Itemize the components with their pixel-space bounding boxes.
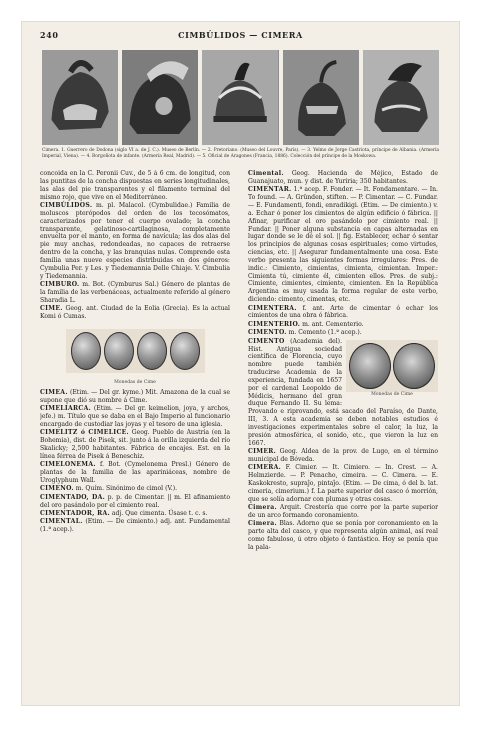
entry-headword: CIMENO. xyxy=(40,485,74,493)
helmet-photo-1 xyxy=(42,50,118,145)
entry-headword: CIMENTERA. xyxy=(248,304,297,312)
entry-headword: CIMENTERIO. xyxy=(248,320,301,328)
entry-definition: m. Bot. (Cymburus Sal.) Género de plantas de la familia de las verbenáceas, actualmente referido al género Sharadia L. xyxy=(40,281,230,304)
entry-headword: CIMENTAR. xyxy=(248,186,292,194)
left-column xyxy=(40,170,230,700)
dictionary-entry xyxy=(248,170,438,186)
plate-caption: Cimera. 1. Guerrero de Dodona (siglo VI a. de J. C.). Museo de Berlín. — 2. Pretoriano. (Museo del Louvre, París). — 3. Yelmo de Jorge Castriota, príncipe de Albania. (Armería Imperial, Viena). — 4. Borgoñota de infante. (Armería Real, Madrid). — 5. Oficial de Aragones (Francia, 1886). Colección del príncipe de la Moskowa. xyxy=(42,148,439,159)
encyclopedia-page xyxy=(22,22,459,705)
entry-definition: (Etim. — De cimiento.) adj. ant. Fundamental (1.ª acep.). xyxy=(40,518,230,534)
coins-figure xyxy=(40,324,230,378)
coin-image xyxy=(104,332,134,370)
coin-image xyxy=(71,332,101,370)
dictionary-entry xyxy=(40,494,230,510)
entry-definition: m. Cemento (1.ª acep.). xyxy=(288,329,362,337)
entry-headword: CIME. xyxy=(40,305,63,313)
entry-headword: CIMBURO. xyxy=(40,281,80,288)
dictionary-entry xyxy=(248,186,438,304)
coin-image xyxy=(170,332,200,370)
entry-headword: CIMER. xyxy=(248,448,277,456)
entry-headword: CIMERA. xyxy=(248,464,282,472)
page-number: 240 xyxy=(40,30,59,40)
entry-headword: CIMEA. xyxy=(40,388,68,396)
dictionary-entry xyxy=(248,464,438,503)
helmet-photo-4 xyxy=(283,50,359,145)
entry-definition: (Etim. — Del gr. kyme.) Mit. Amazona de la cual se supone que dió su nombre á Cime. xyxy=(40,388,230,404)
dictionary-entry xyxy=(40,405,230,429)
dictionary-entry xyxy=(40,305,230,321)
coins-caption: Monedas de Cime xyxy=(371,391,413,397)
entry-definition: f. Bot. (Cymelonema Presl.) Género de plantas de la familia de las apariniáceas, nombre de Uroglyphum Wall. xyxy=(40,461,230,484)
entry-definition: Geog. ant. Ciudad de la Eolia (Grecia). Es la actual Komi ó Cumas. xyxy=(40,305,230,320)
entry-definition: Geog. Aldea de la prov. de Lugo, en el término municipal de Bóveda. xyxy=(248,448,438,463)
entry-definition: Arquit. Crestería que corre por la parte superior de un arco formando coronamiento. xyxy=(248,504,438,520)
dictionary-entry xyxy=(248,504,438,520)
coin-image xyxy=(349,343,391,389)
entry-headword: CIMELITZ ó CIMELICE. xyxy=(40,429,129,437)
dictionary-entry xyxy=(40,429,230,460)
dictionary-entry xyxy=(40,510,230,518)
coins-caption: Monedas de Cime xyxy=(114,379,156,385)
entry-headword: Cimera. xyxy=(248,520,277,528)
entry-definition: (Etim. — Del gr. keimelion, joya, y archos, jefe.) m. Título que se daba en el Bajo Imperio al funcionario encargado de custodiar las joyas y el tesoro de una iglesia. xyxy=(40,405,230,428)
entry-headword: CIMELIARCA. xyxy=(40,405,92,413)
helmet-photo-2 xyxy=(122,50,198,145)
entry-definition: m. pl. Malacol. (Cymbulidae.) Familia de moluscos pterópodos del orden de los tecosómatos, caracterizados por tener el cuerpo ovalado; la concha transparente, gelatinoso-cartilaginosa, completamente envuelta por el manto, en forma de navícula; las dos alas del pie muy anchas, redondeadas, no capaces de retraerse dentro de la concha, y las branquias nulas. Comprende esta familia unas nueve especies distribuidas en dos géneros: Cymbulia Per. y Les. y Tiedemannia Delle Chiaje. V. Cimbulia y Tiedemannia. xyxy=(40,201,230,280)
helmet-photo-3 xyxy=(202,50,278,145)
coin-image xyxy=(393,343,435,389)
entry-headword: CIMENTAL. xyxy=(40,518,83,526)
entry-definition: adj. Que cimenta. Úsase t. c. s. xyxy=(111,510,208,518)
entry-headword: Cimera. xyxy=(248,504,277,512)
dictionary-entry xyxy=(40,461,230,485)
dictionary-entry xyxy=(248,321,438,329)
dictionary-entry xyxy=(40,281,230,305)
coins-figure-right xyxy=(346,340,438,401)
dictionary-entry xyxy=(40,389,230,405)
coin-image xyxy=(137,332,167,370)
entry-definition: F. Cimier. — It. Cimiero. — In. Crest. — A. Helmzierde. — P. Penacho, cimeira. — C. Cimera. — E. Kaskokresto, supraĵo, pintaĵo. (Etim. — De cima, ó del b. lat. cimeria, cimerium.) f. La parte superior del casco ó morrión, que se solía adornar con plumas y otras cosas. xyxy=(248,464,438,503)
running-title: CIMBÚLIDOS — CIMERA xyxy=(178,30,303,40)
entry-headword: CIMENTADO, DA. xyxy=(40,493,106,501)
dictionary-entry xyxy=(248,329,438,337)
dictionary-entry xyxy=(40,518,230,534)
entry-headword: CIMENTADOR, RA. xyxy=(40,510,110,518)
entry-definition: m. Quím. Sinónimo de cimol (V.). xyxy=(75,485,178,493)
entry-headword: CIMBÚLIDOS. xyxy=(40,201,93,209)
entry-definition: Blas. Adorno que se ponía por coronamiento en la parte alta del casco, y que representa algún animal, así real como fabuloso, ú otro objeto ó fantástico. Hoy se ponía que la pala- xyxy=(248,520,438,551)
dictionary-entry xyxy=(248,448,438,464)
entry-headword: CIMENTO. xyxy=(248,329,287,337)
coin-strip xyxy=(66,329,205,373)
intro-paragraph: concoida en la C. Peronii Cuv., de 5 á 6 cm. de longitud, con las puntitas de la concha dispuestas en series longitudinales, las alas del pie transparentes y el filamento terminal del mismo rojo, que vive en el Mediterráneo. xyxy=(40,170,230,201)
entry-definition: Geog. Hacienda de Méjico, Estado de Guanajuato, mun. y dist. de Yuriria; 350 habitantes. xyxy=(248,170,438,185)
page-header xyxy=(40,30,441,42)
right-column xyxy=(248,170,438,700)
dictionary-entry xyxy=(40,202,230,280)
dictionary-entry xyxy=(248,305,438,321)
entry-headword: CIMENTO xyxy=(248,337,285,345)
helmet-photo-5 xyxy=(363,50,439,145)
dictionary-entry xyxy=(40,485,230,493)
entry-definition: f. ant. Arte de cimentar ó echar los cimientos de una obra ó fábrica. xyxy=(248,304,438,320)
entry-definition: m. ant. Cementerio. xyxy=(302,320,364,328)
entry-definition: p. p. de Cimentar. || m. El afinamiento del oro pasándolo por el cimiento real. xyxy=(40,493,230,509)
entry-definition: Geog. Pueblo de Austria (en la Bohemia), dist. de Pisek, sit. junto á la orilla izquierda del río Skalicky; 2,500 habitantes. Fábrica de encajes. Est. en la línea férrea de Pisek á Beneschiz. xyxy=(40,429,230,460)
coin-pair xyxy=(346,340,438,392)
entry-headword: CIMELONEMA. xyxy=(40,461,96,469)
entry-headword: Cimental. xyxy=(248,170,284,177)
dictionary-entry xyxy=(248,520,438,551)
entry-definition: (Academia del). Hist. Antigua sociedad científica de Florencia, cuyo nombre puede también traducirse Academia de la experiencia, fundada en 1657 por el cardenal Leopoldo de Médicis, hermano del gran duque Fernando II. Su lema: Provando e riprovando, está sacado del Paraíso, de Dante, III, 3. A esta academia se deben notables estudios é investigaciones experimentales sobre el calor, la luz, la presión atmosférica, el sonido, etc., que vieron la luz en 1667. xyxy=(248,337,438,447)
entry-definition: 1.ª acep. F. Fonder. — It. Fondamentare. — In. To found. — A. Gründen, stiften. — P. Cimentar. — C. Fundar. — E. Fundamenti, fondi, enradikigi. (Etim. — De cimiento.) v. a. Echar ó poner los cimientos de algún edificio ó fábrica. || Afinar, purificar el oro pasándolo por cimiento real. || Fundar. || Poner alguna substancia en capas alternadas en lugar donde se le dé el sol. || fig. Establecer, echar ó sentar los principios de algunas cosas espirituales; como virtudes, ciencias, etc. || Asegurar fundamentalmente una cosa. Este verbo presenta las siguientes formas irregulares: Pres. de indic.: Cimiento, cimientas, cimienta, cimientan. Imper.: Cimienta tú, cimiente él, cimienten ellos. Pres. de subj.: Cimiente, cimientes, cimiente, cimienten. En la República Argentina es muy usada la forma regular de este verbo, diciendo: cimento, cimentas, etc. xyxy=(248,186,438,304)
helmet-plate xyxy=(42,50,439,145)
